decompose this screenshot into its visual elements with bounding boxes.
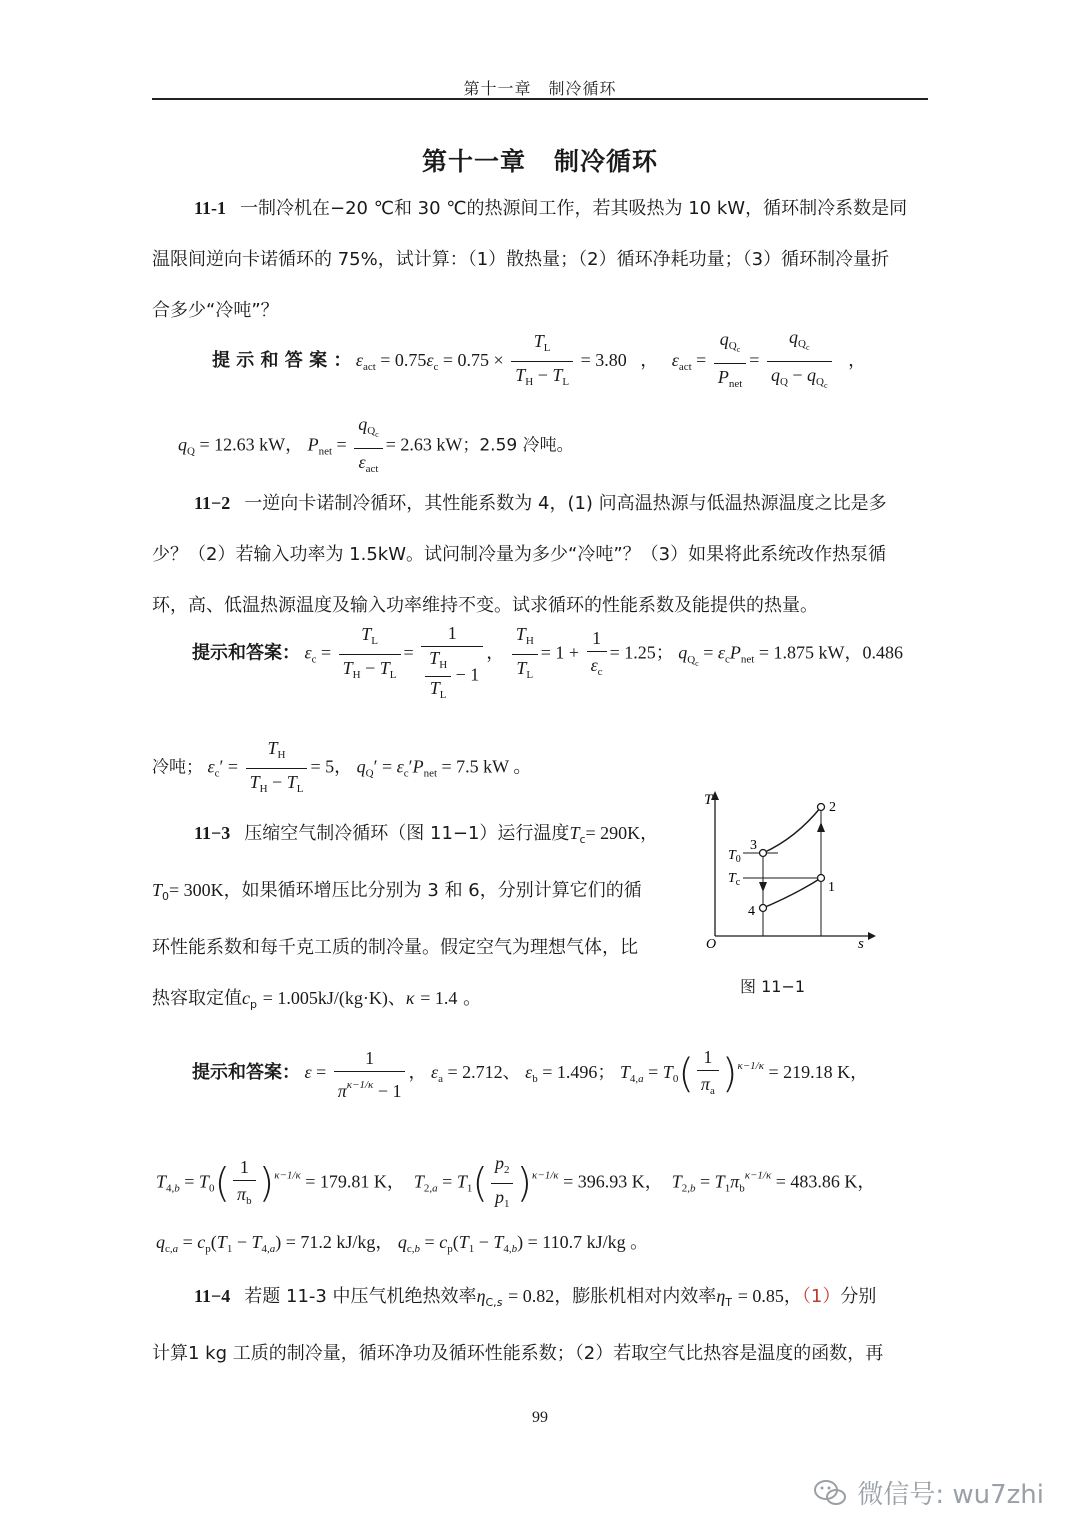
heat-supply-value: = 7.5 kW [441, 756, 509, 777]
T2a-value: = 396.93 K [563, 1171, 645, 1192]
qcb-value: = 110.7 kJ/kg [527, 1232, 626, 1252]
hint-label: 提示和答案： [192, 642, 300, 664]
problem-text: 环，高、低温热源温度及输入功率维持不变。试求循环的性能系数及能提供的热量。 [152, 595, 818, 616]
qQ-value: = 12.63 kW [199, 434, 286, 455]
origin-label: O [706, 937, 717, 950]
red-marker: （1） [801, 1286, 841, 1307]
kappa-value: = 1.4 [420, 988, 458, 1008]
eps-act-value: = 3.80 [576, 349, 627, 370]
hint-11-2-eq2: 冷吨； $\varepsilon_c'$ = $\frac{T_H}{T_H - T_L}$ = 5， $q_Q' = \varepsilon_c'P_{net} = 7.5$ kW 。 [152, 735, 531, 802]
problem-text: ，膨胀机相对内效率 [554, 1286, 717, 1307]
header-rule [152, 98, 928, 100]
hint-11-1-eq1: 提 示 和 答 案 ： $\varepsilon_{act} = 0.75\varepsilon_c = 0.75$ × $\frac{T_L}{T_H - T_L}$ = 3.80 ， $\varepsilon_{act}$ = $\frac{q_{Q_c}}{P_{net}}$ = $\frac{q_{Q_c}}{q_Q - q_{Q_c}}$ ， [212, 324, 866, 399]
T4b-value: = 179.81 K [305, 1171, 387, 1192]
wechat-icon [813, 1478, 847, 1508]
hint-11-3-eq1: 提示和答案： ε = $\frac{1}{\pi^{\kappa-1/\kappa} - 1}$ ， $\varepsilon_a = 2.712$、 $\varepsilon_b = 1.496$； $T_{4,a} = T_0$( $\frac{1}{\pi_a}$ )$^{\kappa-1/\kappa}$ = 219.18 K， [192, 1044, 868, 1104]
cold-ton-result: ；2.59 冷吨。 [462, 435, 574, 456]
chapter-title [152, 142, 928, 178]
heat-pump-cop-value: = 5 [310, 756, 335, 777]
problem-text: 热容取定值 [152, 988, 242, 1009]
compression-arrow [817, 822, 825, 832]
process-3-2-curve [763, 807, 821, 853]
state-point-1 [818, 875, 825, 882]
problem-number: 11−3 [194, 823, 231, 843]
punctuation: 。 [463, 988, 482, 1009]
problem-text: 温限间逆向卡诺循环的 75%，试计算：（1）散热量；（2）循环净耗功量；（3）循环制冷量折 [152, 249, 890, 270]
expansion-arrow [759, 882, 767, 892]
hint-11-1-eq2: $q_Q = 12.63$ kW， $P_{net}$ = $\frac{q_{Q_c}}{\varepsilon_{act}}$ = 2.63 kW；2.59 冷吨。 [178, 411, 574, 482]
hint-11-2-eq1: 提示和答案： $\varepsilon_c$ = $\frac{T_L}{T_H - T_L}$ = 1 $\frac{T_H}{T_L}$ − 1 ， $\frac{T_H}{T_L}$ = 1 + $\frac{1}{\varepsilon_c}$ = 1.25； $q_{Q_c} = \varepsilon_cP_{net} = 1.875$ kW，0.486 [192, 620, 903, 706]
T4a-value: = 219.18 K [768, 1062, 851, 1083]
figure-caption: 图 11−1 [740, 977, 806, 996]
hint-11-3-eq3: $q_{c,a} = c_p(T_1 - T_{4,a}) = 71.2$ kJ/kg， $q_{c,b} = c_p(T_1 - T_{4,b}) = 110.7$ kJ/kg 。 [156, 1232, 649, 1255]
problem-11-3: 11−3 压缩空气制冷循环（图 11−1）运行温度$T_c= 290K$， $T_0= 300K$，如果循环增压比分别为 3 和 6，分别计算它们的循 环性能系数和每千克工质的制冷量。假定空气为理想气体，比 热容取定值$c_p = 1.005kJ/(kg\cdot K)$、κ = 1.4 。 [152, 808, 672, 1030]
punctuation: 。 [513, 756, 532, 777]
axis-T-label: T [704, 792, 713, 808]
chapter-name: 制冷循环 [554, 147, 659, 176]
problem-text: 少？（2）若输入功率为 1.5kW。试问制冷量为多少“冷吨”？（3）如果将此系统改作热泵循 [152, 544, 887, 565]
problem-text: 一制冷机在−20 ℃和 30 ℃的热源间工作，若其吸热为 10 kW，循环制冷系数是同 [240, 198, 908, 219]
qca-value: = 71.2 kJ/kg [285, 1232, 376, 1252]
problem-11-2 [152, 478, 932, 631]
point-label-3: 3 [750, 838, 757, 853]
problem-number: 11−4 [194, 1286, 231, 1306]
point-label-1: 1 [828, 880, 835, 895]
cold-ton-label: 冷吨； [152, 757, 203, 778]
problem-text: 环性能系数和每千克工质的制冷量。假定空气为理想气体，比 [152, 937, 638, 958]
Pnet-value: = 2.63 kW [385, 434, 463, 455]
etaT-value: = 0.85 [737, 1286, 784, 1306]
process-4-1-curve [763, 878, 821, 908]
hint-11-3-eq2: $T_{4,b} = T_0$( $\frac{1}{\pi_b}$ )$^{\kappa-1/\kappa}$ = 179.81 K， $T_{2,a} = T_1$( $\frac{p_2}{p_1}$ )$^{\kappa-1/\kappa}$ = 396.93 K， $T_{2,b} = T_1\pi_b^{\kappa-1/\kappa} = 483.86$ K， [156, 1150, 875, 1217]
qQ-value: = 1.875 kW [758, 642, 845, 663]
axis-s-label: s [858, 936, 864, 950]
cold-ton-value: 0.486 [862, 642, 903, 663]
problem-number: 11−2 [194, 493, 231, 513]
Tc-label: $T_c$ [728, 871, 741, 888]
point-label-2: 2 [829, 800, 836, 815]
hint-label: 提示和答案： [192, 1062, 300, 1084]
problem-11-4: 11−4 若题 11-3 中压气机绝热效率$\eta_{C,s} = 0.82$，膨胀机相对内效率$\eta_T = 0.85$，（1）分别 计算1 kg 工质的制冷量，循环净功及循环性能系数；（2）若取空气比热容是温度的函数，再 [152, 1271, 942, 1379]
problem-text: 计算1 kg 工质的制冷量，循环净功及循环性能系数；（2）若取空气比热容是温度的函数，再 [152, 1343, 884, 1364]
problem-text: 分别 [840, 1286, 877, 1307]
watermark-text: 微信号: wu7zhi [857, 1480, 1044, 1510]
watermark [813, 1474, 1044, 1511]
problem-text: 若题 11-3 中压气机绝热效率 [244, 1286, 477, 1307]
running-header: 第十一章 制冷循环 [463, 79, 617, 98]
hint-label: 提 示 和 答 案 ： [212, 349, 352, 371]
point-label-4: 4 [748, 904, 755, 919]
s-axis-arrow [868, 932, 876, 940]
problem-number: 11-1 [194, 198, 227, 218]
eps-b-value: = 1.496 [542, 1062, 598, 1083]
eps-a-value: = 2.712 [447, 1062, 503, 1083]
T0-label: $T_0$ [728, 848, 741, 865]
punctuation: 。 [630, 1232, 649, 1252]
T2b-value: = 483.86 K [775, 1171, 858, 1192]
chapter-number: 第十一章 [421, 147, 526, 176]
etaC-value: = 0.82 [508, 1286, 555, 1306]
Tc-value: = 290K [585, 823, 641, 843]
cp-value: = 1.005kJ/(kg·K) [262, 988, 388, 1008]
problem-11-1 [152, 183, 932, 336]
problem-text: ，如果循环增压比分别为 3 和 6，分别计算它们的循 [223, 880, 642, 901]
state-point-4 [760, 905, 767, 912]
problem-text: 合多少“冷吨”？ [152, 300, 279, 321]
T0-value: = 300K [169, 880, 224, 900]
state-point-2 [818, 804, 825, 811]
state-point-3 [760, 850, 767, 857]
problem-11-1-line1 [152, 183, 932, 234]
problem-text: 压缩空气制冷循环（图 11−1）运行温度 [244, 823, 570, 844]
temperature-ratio-value: = 1.25 [609, 642, 656, 663]
problem-text: 一逆向卡诺制冷循环，其性能系数为 4，(1) 问高温热源与低温热源温度之比是多 [244, 493, 887, 514]
ts-diagram-figure [696, 786, 876, 950]
page-number: 99 [532, 1409, 548, 1426]
